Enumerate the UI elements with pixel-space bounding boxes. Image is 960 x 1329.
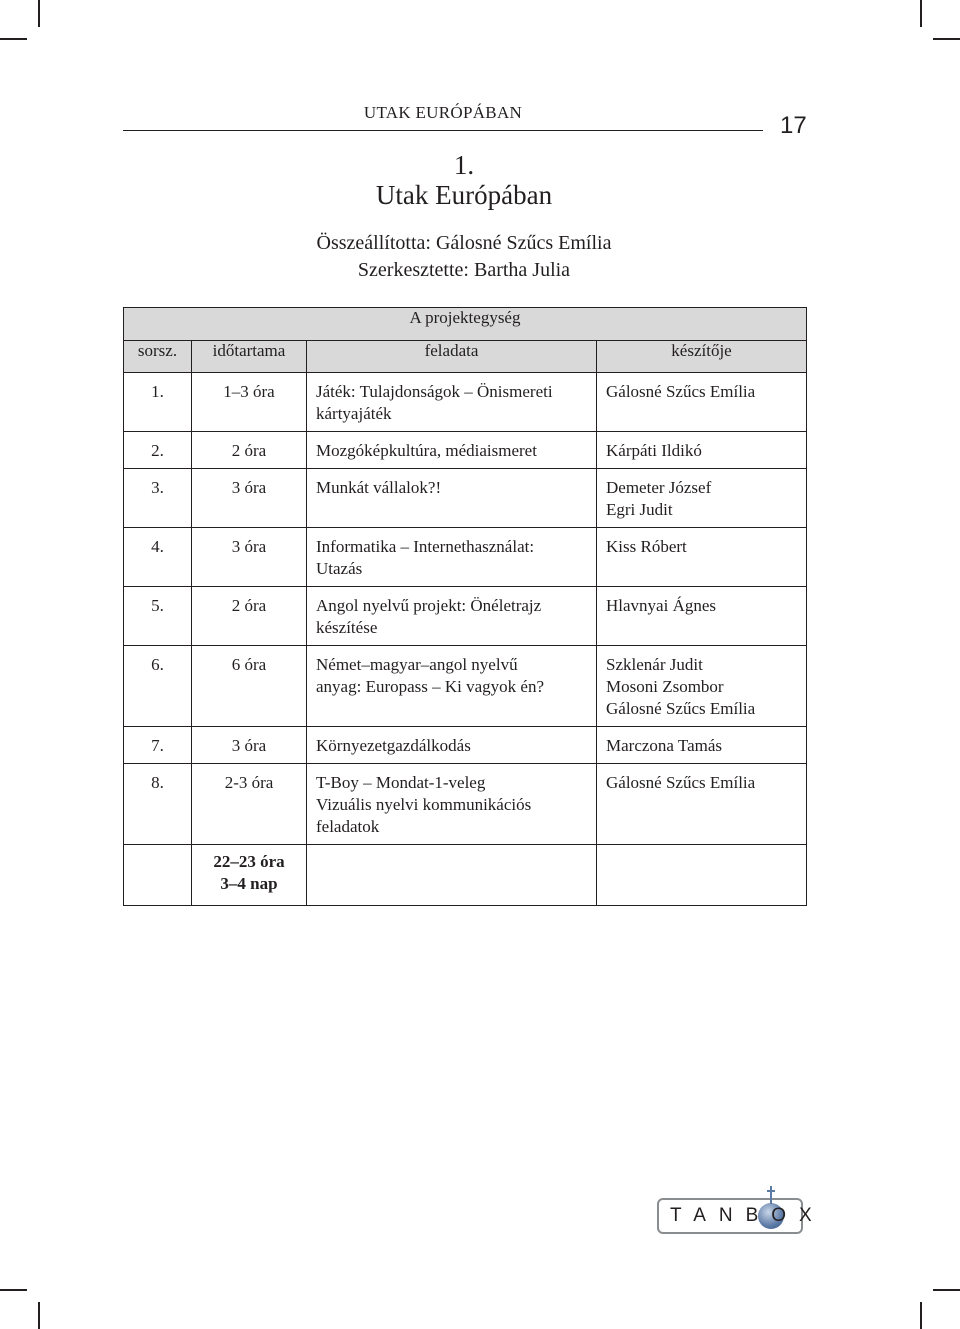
table-row (124, 727, 807, 764)
table-row (124, 764, 807, 845)
row-author: Gálosné Szűcs Emília (597, 764, 807, 845)
chapter-number: 1. (453, 150, 475, 180)
header-cell: készítője (597, 341, 807, 373)
row-number: 3. (124, 469, 192, 528)
header-cell: feladata (307, 341, 597, 373)
row-author: Demeter József Egri Judit (597, 469, 807, 528)
table-row (124, 373, 807, 432)
crop-mark (38, 1302, 40, 1329)
row-author: Kiss Róbert (597, 528, 807, 587)
row-number: 8. (124, 764, 192, 845)
row-task: T-Boy – Mondat-1-veleg Vizuális nyelvi kommunikációs feladatok (307, 764, 597, 845)
crop-mark (0, 1289, 27, 1291)
row-number: 5. (124, 587, 192, 646)
row-task: Angol nyelvű projekt: Önéletrajz készítése (307, 587, 597, 646)
project-table (123, 307, 807, 906)
row-number: 2. (124, 432, 192, 469)
row-duration: 1–3 óra (192, 373, 307, 432)
compiled-by: Összeállította: Gálosné Szűcs Emília (316, 232, 612, 254)
crop-mark (38, 0, 40, 27)
table-row (124, 528, 807, 587)
total-empty-cell (124, 845, 192, 906)
row-duration: 2 óra (192, 432, 307, 469)
row-task: Német–magyar–angol nyelvű anyag: Europass – Ki vagyok én? (307, 646, 597, 727)
row-author: Szklenár Judit Mosoni Zsombor Gálosné Szűcs Emília (597, 646, 807, 727)
header-cell: sorsz. (124, 341, 192, 373)
row-author: Marczona Tamás (597, 727, 807, 764)
table-row (124, 646, 807, 727)
page-number: 17 (780, 112, 807, 139)
crop-mark (933, 38, 960, 40)
crop-mark (0, 38, 27, 40)
row-duration: 3 óra (192, 528, 307, 587)
running-head: UTAK EURÓPÁBAN (363, 103, 523, 122)
edited-by: Szerkesztette: Bartha Julia (357, 259, 571, 281)
credits (123, 230, 805, 284)
crop-mark (920, 0, 922, 27)
row-task: Informatika – Internethasználat: Utazás (307, 528, 597, 587)
row-duration: 3 óra (192, 469, 307, 528)
row-number: 4. (124, 528, 192, 587)
crop-mark (933, 1289, 960, 1291)
row-task: Mozgóképkultúra, médiaismeret (307, 432, 597, 469)
row-task: Munkát vállalok?! (307, 469, 597, 528)
row-number: 6. (124, 646, 192, 727)
row-author: Hlavnyai Ágnes (597, 587, 807, 646)
tanbox-logo (657, 1186, 825, 1238)
table-row (124, 469, 807, 528)
logo-text: TANBOX (670, 1205, 825, 1226)
total-empty-cell (597, 845, 807, 906)
table-total-row (124, 845, 807, 906)
row-task: Környezetgazdálkodás (307, 727, 597, 764)
header-rule (123, 130, 763, 131)
row-task: Játék: Tulajdonságok – Önismereti kártyajáték (307, 373, 597, 432)
row-duration: 3 óra (192, 727, 307, 764)
row-number: 1. (124, 373, 192, 432)
table-title-row (124, 308, 807, 341)
row-author: Kárpáti Ildikó (597, 432, 807, 469)
row-number: 7. (124, 727, 192, 764)
table-header-row (124, 341, 807, 373)
row-duration: 2-3 óra (192, 764, 307, 845)
total-empty-cell (307, 845, 597, 906)
row-author: Gálosné Szűcs Emília (597, 373, 807, 432)
chapter-title: Utak Európában (375, 180, 553, 210)
table-row (124, 587, 807, 646)
row-duration: 2 óra (192, 587, 307, 646)
row-duration: 6 óra (192, 646, 307, 727)
total-duration: 22–23 óra 3–4 nap (192, 845, 307, 906)
header-cell: időtartama (192, 341, 307, 373)
crop-mark (920, 1302, 922, 1329)
table-title: A projektegység (124, 308, 807, 341)
table-row (124, 432, 807, 469)
